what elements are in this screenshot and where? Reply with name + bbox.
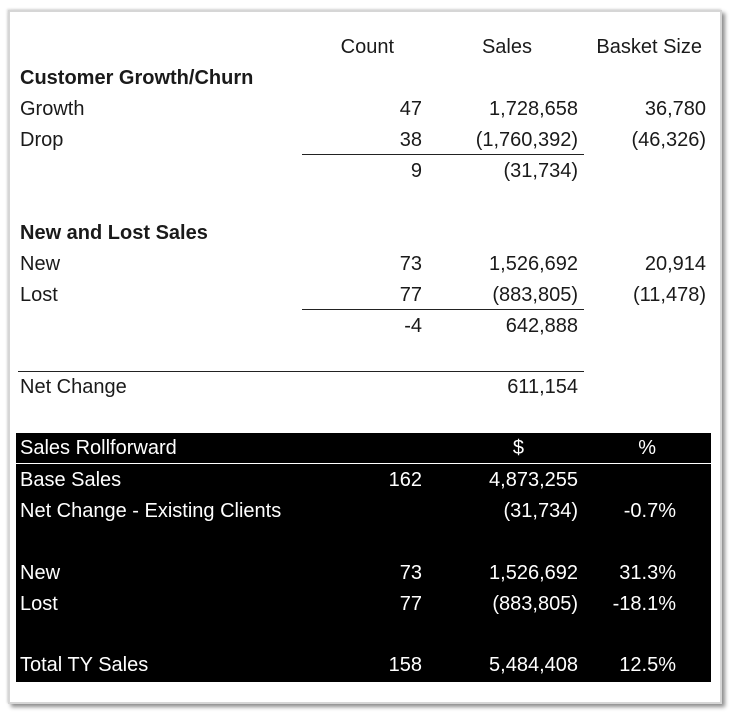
subtotal-count: -4 [404,315,422,337]
row-sales: 1,526,692 [489,562,578,584]
table-row [18,249,710,279]
row-label: Growth [20,98,85,120]
row-sales: (883,805) [492,284,578,306]
header-basket-size: Basket Size [596,36,702,58]
subtotal-rule [302,309,584,310]
row-label: Base Sales [20,469,122,491]
row-basket: 36,780 [644,98,706,120]
subtotal-rule [302,154,584,155]
subtotal-count: 9 [410,160,422,182]
subtotal-sales: (31,734) [503,160,578,182]
header-count: Count [340,36,394,58]
row-pct: -18.1% [612,593,676,615]
row-label: Lost [20,593,58,615]
row-basket: (11,478) [632,284,706,306]
rollforward-row-new [18,558,710,588]
row-sales: 1,728,658 [489,98,578,120]
subtotal-row [18,156,710,186]
column-header-row [18,32,710,62]
row-count: 77 [399,284,422,306]
dollar-column-header: $ [512,437,524,459]
row-label: New [20,562,61,584]
row-label: Total TY Sales [20,654,149,676]
row-basket: (46,326) [631,129,706,151]
rollforward-row-existing [18,496,710,526]
row-sales: 4,873,255 [489,469,578,491]
row-sales: (1,760,392) [475,129,578,151]
row-label: New [20,253,61,275]
subtotal-row [18,311,710,341]
row-pct: 31.3% [619,562,676,584]
table-row [18,125,710,155]
percent-column-header: % [638,437,656,459]
row-count: 38 [399,129,422,151]
rollforward-row-base [18,465,710,495]
rollforward-title: Sales Rollforward [20,437,177,459]
row-sales: 1,526,692 [489,253,578,275]
row-sales: (883,805) [492,593,578,615]
net-change-label: Net Change [20,376,127,398]
table-row [18,280,710,310]
row-basket: 20,914 [644,253,706,275]
rollforward-row-total [18,650,710,680]
header-sales: Sales [481,36,532,58]
row-label: Drop [20,129,64,151]
row-count: 158 [388,654,422,676]
row-count: 162 [388,469,422,491]
row-label: Net Change - Existing Clients [20,500,282,522]
table-row [18,94,710,124]
subtotal-sales: 642,888 [505,315,578,337]
row-sales: (31,734) [503,500,578,522]
net-change-row [18,372,710,402]
net-change-sales: 611,154 [507,376,578,398]
row-count: 77 [399,593,422,615]
row-count: 73 [399,562,422,584]
rollforward-row-lost [18,589,710,619]
row-pct: -0.7% [623,500,676,522]
growth-section-title-row [18,63,710,93]
rollforward-header-rule [16,463,711,464]
row-count: 47 [399,98,422,120]
row-sales: 5,484,408 [489,654,578,676]
section-title: Customer Growth/Churn [20,67,254,89]
section-title: New and Lost Sales [20,222,208,244]
row-count: 73 [399,253,422,275]
new-lost-section-title-row [18,218,710,248]
row-label: Lost [20,284,58,306]
rollforward-header-row [18,433,710,463]
row-pct: 12.5% [619,654,676,676]
